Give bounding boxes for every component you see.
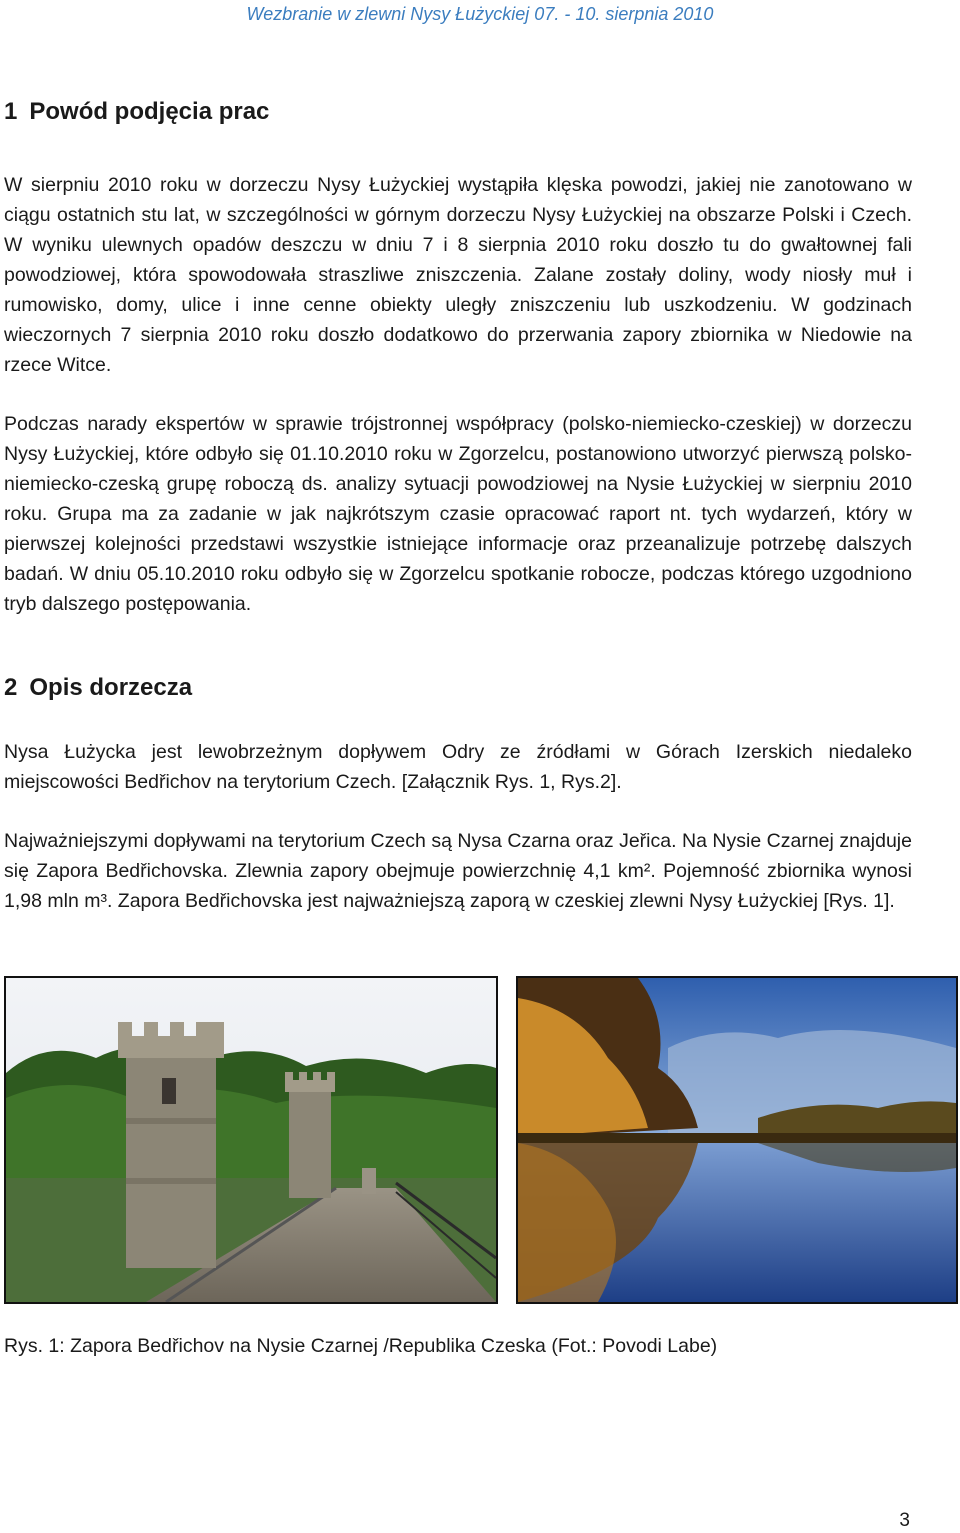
section-1 <box>4 98 912 126</box>
section-2-number: 2 <box>4 674 18 701</box>
section-1-paragraph-2: Podczas narady ekspertów w sprawie trójstronnej współpracy (polsko-niemiecko-czeskiej) w dorzeczu Nysy Łużyckiej, które odbyło się 01.10.2010 roku w Zgorzelcu, postanowiono utworzyć pierwszą polsko-niemiecko-czeską grupę roboczą ds. analizy sytuacji powodziowej na Nysie Łużyckiej w sierpniu 2010 roku. Grupa ma za zadanie w jak najkrótszym czasie opracować raport nt. tych wydarzeń, który w pierwszej kolejności przedstawi wszystkie istniejące informacje oraz przeanalizuje potrzebę dalszych badań. W dniu 05.10.2010 roku odbyło się w Zgorzelcu spotkanie robocze, podczas którego uzgodniono tryb dalszego postępowania. <box>4 413 912 615</box>
section-2-paragraph-1-wrap <box>4 737 912 797</box>
section-1-paragraph-1-wrap <box>4 170 912 380</box>
section-2-heading <box>4 674 912 702</box>
section-2-title: Opis dorzecza <box>29 674 193 701</box>
section-1-number: 1 <box>4 98 18 125</box>
section-1-paragraph-2-wrap <box>4 409 912 619</box>
photo-dam-towers <box>4 976 498 1304</box>
section-1-heading <box>4 98 912 126</box>
section-2 <box>4 674 912 702</box>
figure-caption: Rys. 1: Zapora Bedřichov na Nysie Czarnej /Republika Czeska (Fot.: Povodi Labe) <box>4 1335 718 1357</box>
section-2-paragraph-1: Nysa Łużycka jest lewobrzeżnym dopływem Odry ze źródłami w Górach Izerskich niedaleko miejscowości Bedřichov na terytorium Czech. [Załącznik Rys. 1, Rys.2]. <box>4 741 912 793</box>
page-number: 3 <box>899 1510 910 1531</box>
section-2-paragraph-2: Najważniejszymi dopływami na terytorium Czech są Nysa Czarna oraz Jeřica. Na Nysie Czarnej znajduje się Zapora Bedřichovska. Zlewnia zapory obejmuje powierzchnię 4,1 km². Pojemność zbiornika wynosi 1,98 mln m³. Zapora Bedřichovska jest najważniejszą zaporą w czeskiej zlewni Nysy Łużyckiej [Rys. 1]. <box>4 830 912 912</box>
section-2-paragraph-2-wrap <box>4 826 912 916</box>
section-1-paragraph-1: W sierpniu 2010 roku w dorzeczu Nysy Łużyckiej wystąpiła klęska powodzi, jakiej nie zanotowano w ciągu ostatnich stu lat, w szczególności w górnym dorzeczu Nysy Łużyckiej na obszarze Polski i Czech. W wyniku ulewnych opadów deszczu w dniu 7 i 8 sierpnia 2010 roku doszło tu do gwałtownej fali powodziowej, która spowodowała straszliwe zniszczenia. Zalane zostały doliny, wody niosły muł i rumowisko, domy, ulice i inne cenne obiekty uległy zniszczeniu lub uszkodzeniu. W godzinach wieczornych 7 sierpnia 2010 roku doszło dodatkowo do przerwania zapory zbiornika w Niedowie na rzece Witce. <box>4 174 912 376</box>
running-header: Wezbranie w zlewni Nysy Łużyckiej 07. - 10. sierpnia 2010 <box>246 4 714 24</box>
section-1-title: Powód podjęcia prac <box>29 98 270 125</box>
photo-lake-reflection <box>516 976 958 1304</box>
